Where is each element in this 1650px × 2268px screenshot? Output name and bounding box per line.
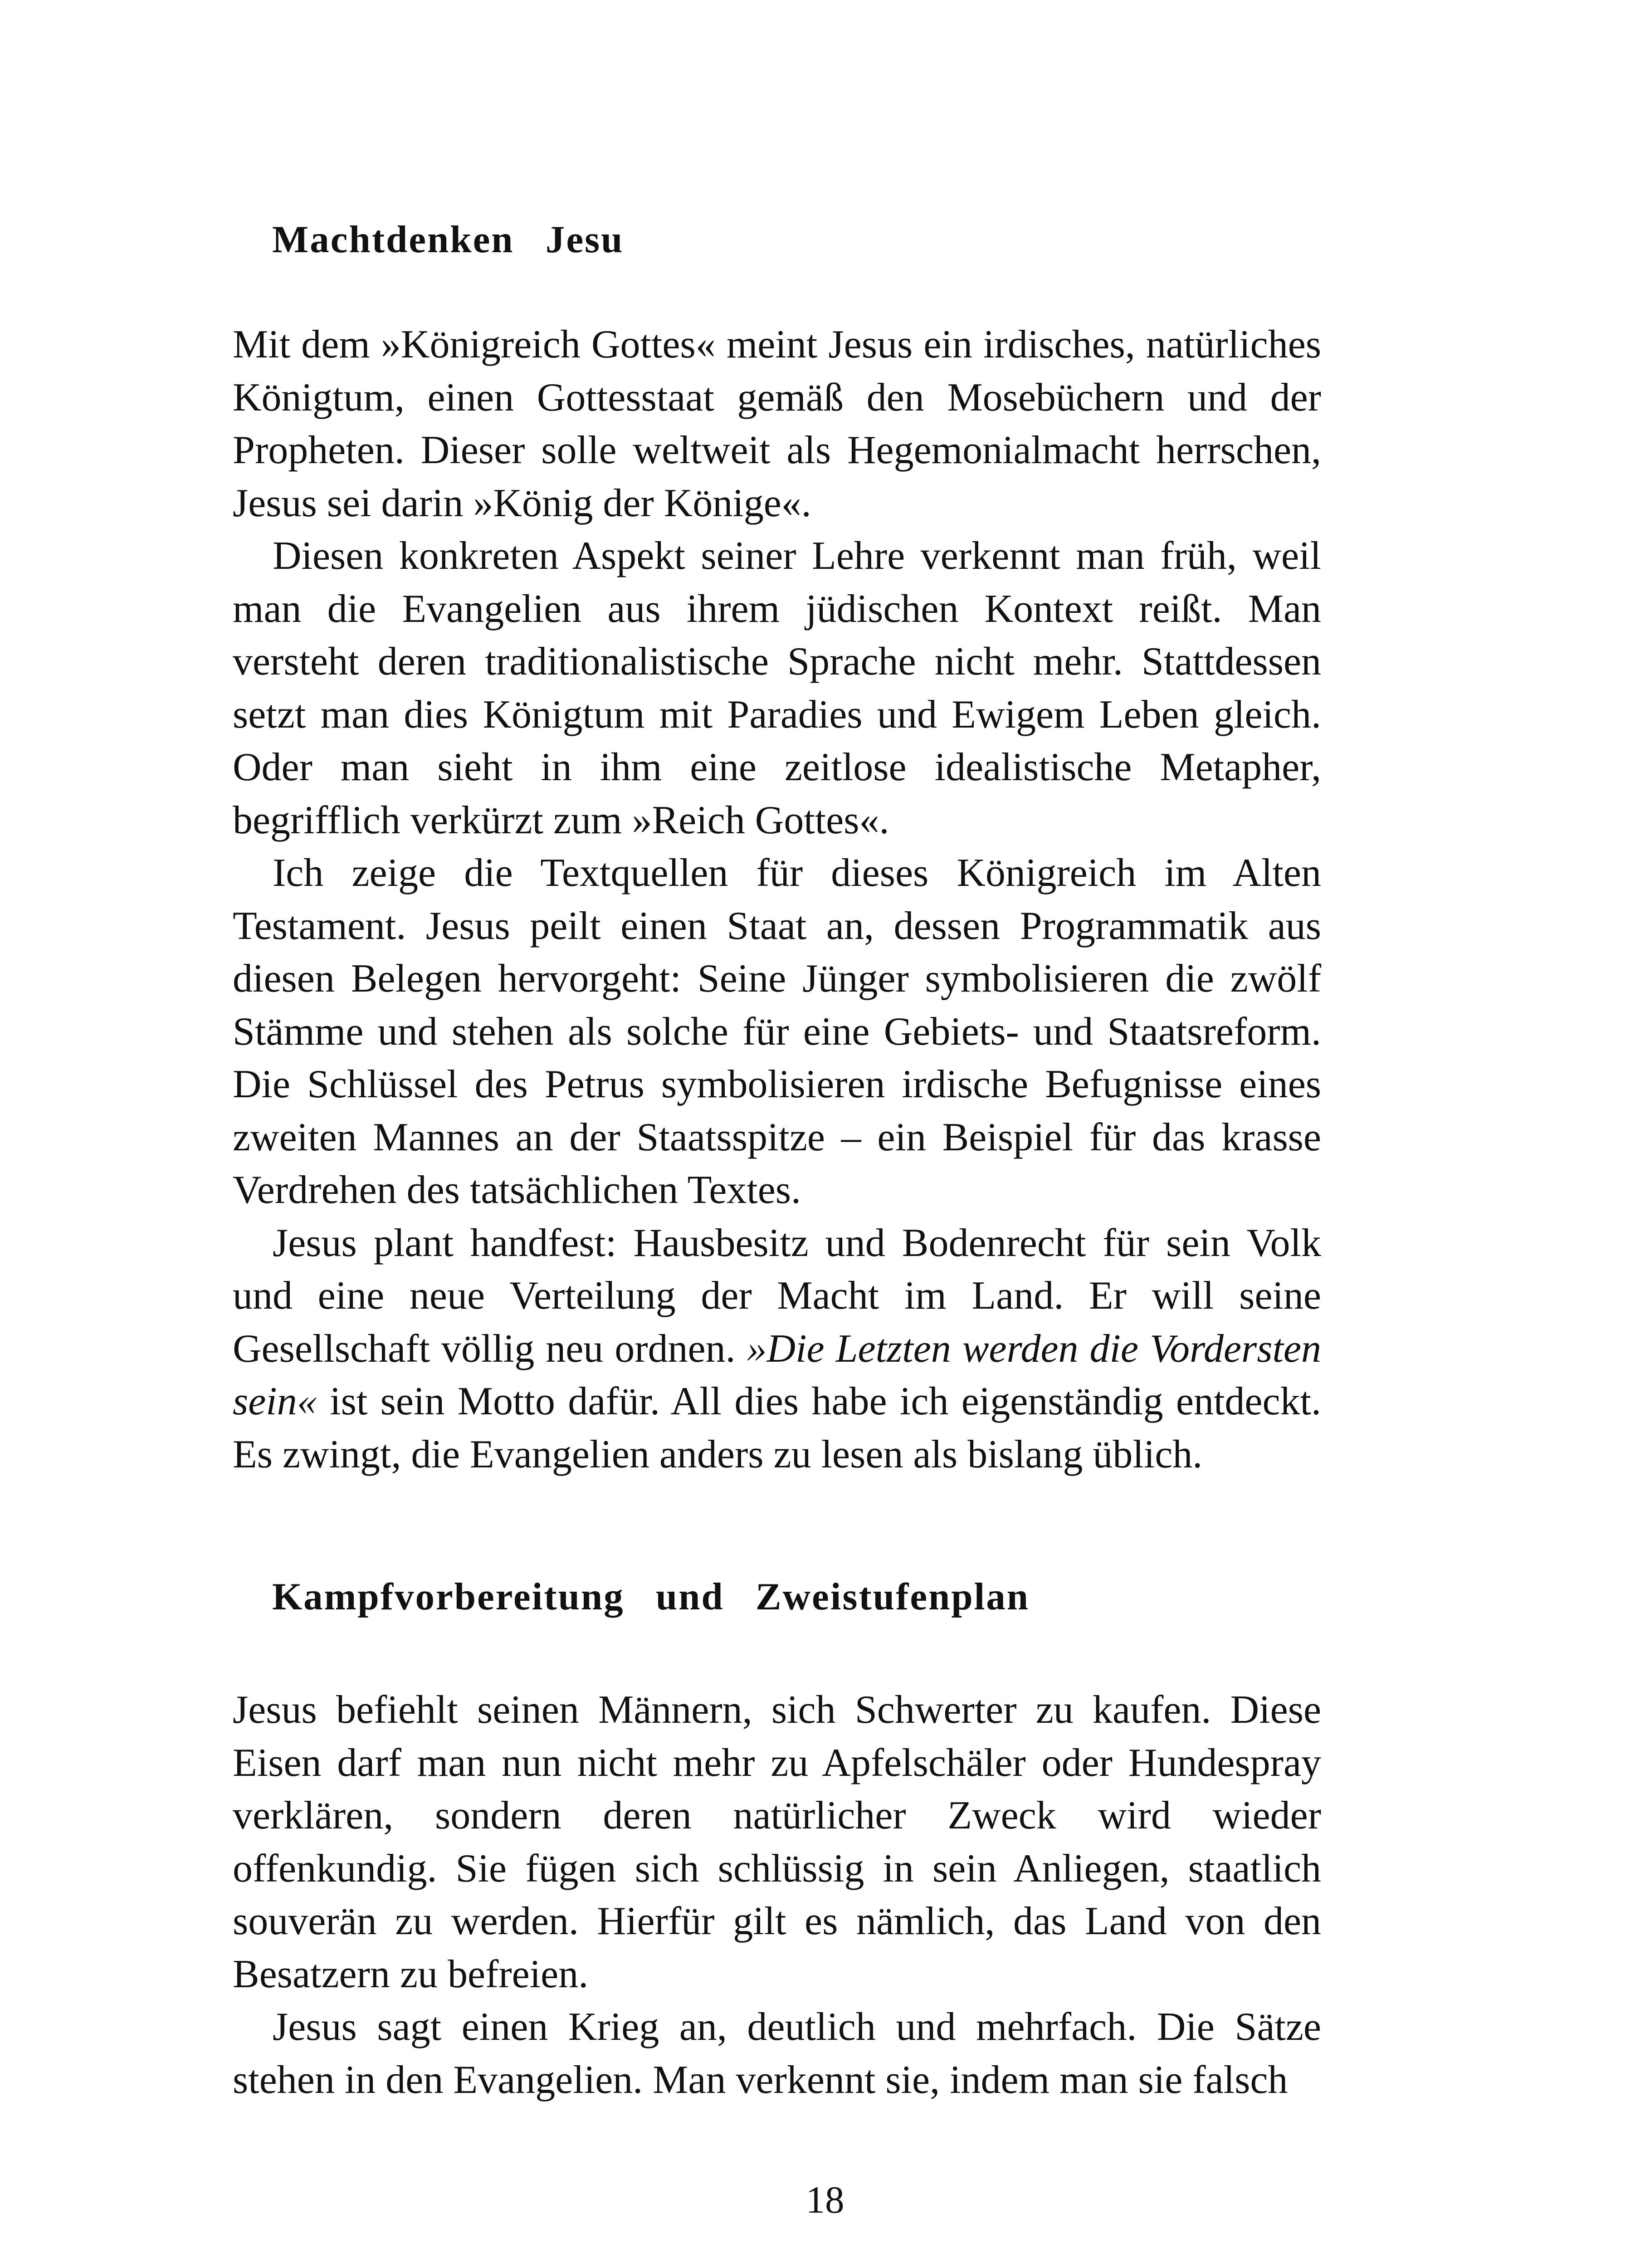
paragraph: Mit dem »Königreich Gottes« meint Jesus ein irdisches, natürliches Königtum, einen Gottesstaat gemäß den Mosebüchern und der Propheten. Dieser solle weltweit als Hegemonialmacht herrschen, Jesus sei darin »König der Könige«. bbox=[233, 323, 1321, 525]
paragraph-text: ist sein Motto dafür. All dies habe ich eigenständig entdeckt. Es zwingt, die Evangelien anders zu lesen als bislang üblich. bbox=[233, 1379, 1321, 1476]
paragraph: Ich zeige die Textquellen für dieses Königreich im Alten Testament. Jesus peilt einen Staat an, dessen Programmatik aus diesen Belegen hervorgeht: Seine Jünger symbolisieren die zwölf Stämme und stehen als solche für eine Gebiets- und Staatsreform. Die Schlüssel des Petrus symbolisieren irdische Befugnisse eines zweiten Mannes an der Staatsspitze – ein Beispiel für das krasse Verdrehen des tatsächlichen Textes. bbox=[233, 851, 1321, 1212]
section-heading: Machtdenken Jesu bbox=[272, 218, 624, 261]
paragraph: Jesus sagt einen Krieg an, deutlich und mehrfach. Die Sätze stehen in den Evangelien. Man verkennt sie, indem man sie falsch bbox=[233, 2005, 1321, 2102]
paragraph: Diesen konkreten Aspekt seiner Lehre verkennt man früh, weil man die Evangelien aus ihrem jüdischen Kontext reißt. Man versteht deren traditionalistische Sprache nicht mehr. Stattdessen setzt man dies Königtum mit Paradies und Ewigem Leben gleich. Oder man sieht in ihm eine zeitlose idealistische Metapher, begrifflich verkürzt zum »Reich Gottes«. bbox=[233, 534, 1321, 842]
paragraph bbox=[233, 1217, 1321, 1481]
section-heading: Kampfvorbereitung und Zweistufenplan bbox=[272, 1575, 1030, 1618]
paragraph-text: Jesus plant handfest: Hausbesitz und Bodenrecht für sein Volk und eine neue Verteilung der Macht im Land. Er will seine Gesellschaft völlig neu ordnen. bbox=[233, 1221, 1321, 1371]
motto-quote: »Die Letzten werden die Vordersten sein« bbox=[233, 1326, 1321, 1423]
section-body bbox=[233, 1684, 1321, 2107]
page-number: 18 bbox=[805, 2179, 845, 2221]
paragraph: Jesus befiehlt seinen Männern, sich Schwerter zu kaufen. Diese Eisen darf man nun nicht mehr zu Apfelschäler oder Hundespray verklären, sondern deren natürlicher Zweck wird wieder offenkundig. Sie fügen sich schlüssig in sein Anliegen, staatlich souverän zu werden. Hierfür gilt es nämlich, das Land von den Besatzern zu befreien. bbox=[233, 1688, 1321, 1996]
section-body bbox=[233, 318, 1321, 1481]
